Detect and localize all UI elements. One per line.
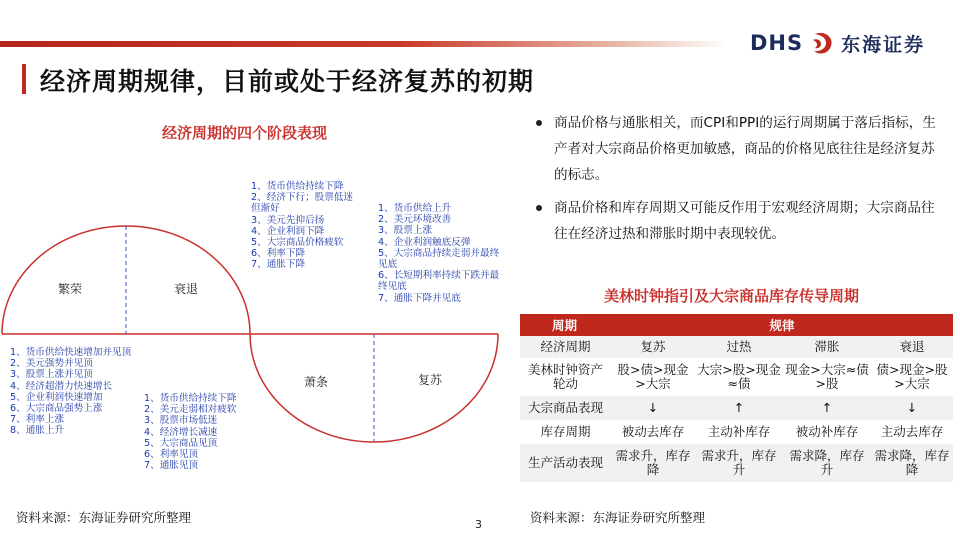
- table-cell: 衰退: [871, 336, 953, 358]
- note-line: 3、美元先抑后扬: [251, 214, 325, 226]
- header-cycle: 周期: [520, 314, 611, 336]
- note-line: 2、美元环境改善: [378, 214, 452, 226]
- diagram-title: 经济周期的四个阶段表现: [162, 124, 328, 142]
- bullet-text: 商品价格和库存周期又可能反作用于宏观经济周期；大宗商品往往在经济过热和滞胀时期中表现较优。: [554, 200, 935, 242]
- note-line: 4、经济超潜力快速增长: [10, 380, 113, 392]
- table-cell: 需求升，库存升: [695, 444, 783, 482]
- company-logo: [750, 26, 925, 60]
- note-line: 1、货币供给持续下降: [144, 393, 237, 404]
- table-cell: 债>现金>股>大宗: [876, 362, 948, 391]
- recession-notes: [251, 181, 353, 271]
- phase-label-recovery: 复苏: [418, 373, 443, 387]
- note-line: 7、通胀见顶: [144, 460, 199, 472]
- row-label: 生产活动表现: [520, 444, 611, 482]
- note-line: 终见底: [378, 281, 407, 293]
- note-line: 见底: [378, 259, 398, 271]
- table-cell: 被动去库存: [621, 424, 685, 439]
- note-line: 1、货币供给快速增加并见顶: [10, 347, 132, 358]
- note-line: 2、美元走弱相对疲软: [144, 404, 237, 416]
- row-label: 大宗商品表现: [520, 396, 611, 420]
- bullet-item: [532, 110, 942, 188]
- table-cell: ↓: [871, 396, 953, 420]
- table-row: [520, 358, 953, 396]
- note-line: 3、股票上涨: [378, 225, 433, 237]
- bullet-dot-icon: [536, 205, 542, 211]
- table-cell: 滞胀: [783, 336, 871, 358]
- note-line: 2、经济下行；股票低迷: [251, 192, 354, 204]
- table-cell: 过热: [695, 336, 783, 358]
- phase-label-prosperity: 繁荣: [58, 282, 83, 296]
- note-line: 1、货币供给持续下降: [251, 181, 344, 192]
- logo-latin-text: DHS: [750, 31, 804, 55]
- bullet-list: [532, 110, 942, 254]
- table-row: [520, 444, 953, 482]
- phase-label-recession: 衰退: [174, 282, 199, 296]
- note-line: 8、通胀上升: [10, 425, 65, 437]
- row-label: 美林时钟资产轮动: [527, 362, 603, 391]
- page-number: 3: [475, 518, 482, 531]
- recovery-notes: [144, 393, 236, 471]
- table-cell: 股>债>现金>大宗: [617, 362, 689, 391]
- row-label: 库存周期: [540, 424, 591, 439]
- note-line: 1、货币供给上升: [378, 203, 452, 214]
- table-cell: 需求降，库存升: [783, 444, 871, 482]
- table-cell: ↑: [783, 396, 871, 420]
- source-note-right: 资料来源：东海证券研究所整理: [530, 510, 706, 525]
- depression-notes: [378, 203, 499, 304]
- bullet-item: [532, 195, 942, 247]
- table-cell: 复苏: [611, 336, 695, 358]
- header-pattern: 规律: [611, 314, 953, 336]
- logo-emblem-icon: [807, 28, 837, 58]
- note-line: 6、大宗商品强势上涨: [10, 403, 103, 415]
- bullet-text: 商品价格与通胀相关，而CPI和PPI的运行周期属于落后指标，生产者对大宗商品价格更加敏感，商品的价格见底往往是经济复苏的标志。: [554, 115, 936, 183]
- logo-chinese-text: 东海证券: [841, 33, 926, 56]
- prosperity-notes: [10, 347, 131, 437]
- table-cell: 主动去库存: [880, 424, 944, 439]
- table-row: [520, 336, 953, 358]
- bullet-dot-icon: [536, 120, 542, 126]
- table-cell: 大宗>股>现金≈债: [697, 362, 781, 391]
- note-line: 3、股票上涨并见顶: [10, 369, 93, 381]
- row-label: 经济周期: [520, 336, 611, 358]
- note-line: 但渐好: [251, 203, 280, 215]
- table-cell: 现金>大宗≈债>股: [785, 362, 869, 391]
- header-accent-bar: [0, 41, 728, 47]
- note-line: 5、大宗商品见顶: [144, 437, 218, 449]
- table-title: 美林时钟指引及大宗商品库存传导周期: [604, 287, 860, 305]
- note-line: 4、经济增长减速: [144, 426, 218, 438]
- merrill-clock-table: [520, 314, 953, 482]
- note-line: 7、通胀下降并见底: [378, 292, 461, 304]
- note-line: 4、企业利润触底反弹: [378, 236, 471, 248]
- phase-label-depression: 萧条: [304, 375, 329, 389]
- title-accent-bar: [22, 64, 26, 94]
- note-line: 5、大宗商品持续走弱并最终: [378, 247, 500, 259]
- source-note-left: 资料来源：东海证券研究所整理: [16, 510, 192, 525]
- table-cell: ↑: [695, 396, 783, 420]
- note-line: 2、美元强势并见顶: [10, 358, 93, 370]
- note-line: 4、企业利润下降: [251, 225, 325, 237]
- table-cell: 需求降，库存降: [871, 444, 953, 482]
- page-title: 经济周期规律，目前或处于经济复苏的初期: [40, 67, 535, 96]
- note-line: 7、通胀下降: [251, 259, 306, 271]
- note-line: 6、利率下降: [251, 248, 306, 260]
- table-cell: 主动补库存: [707, 424, 771, 439]
- table-row: [520, 420, 953, 444]
- note-line: 5、企业利润快速增加: [10, 391, 103, 403]
- table-header-row: [520, 314, 953, 336]
- note-line: 7、利率上涨: [10, 414, 65, 426]
- table-cell: 需求升，库存降: [611, 444, 695, 482]
- note-line: 6、利率见顶: [144, 449, 199, 461]
- note-line: 5、大宗商品价格疲软: [251, 237, 344, 249]
- table-row: [520, 396, 953, 420]
- note-line: 3、股票市场低迷: [144, 415, 218, 427]
- note-line: 6、长短期利率持续下跌并最: [378, 270, 500, 282]
- table-cell: 被动补库存: [795, 424, 859, 439]
- table-cell: ↓: [611, 396, 695, 420]
